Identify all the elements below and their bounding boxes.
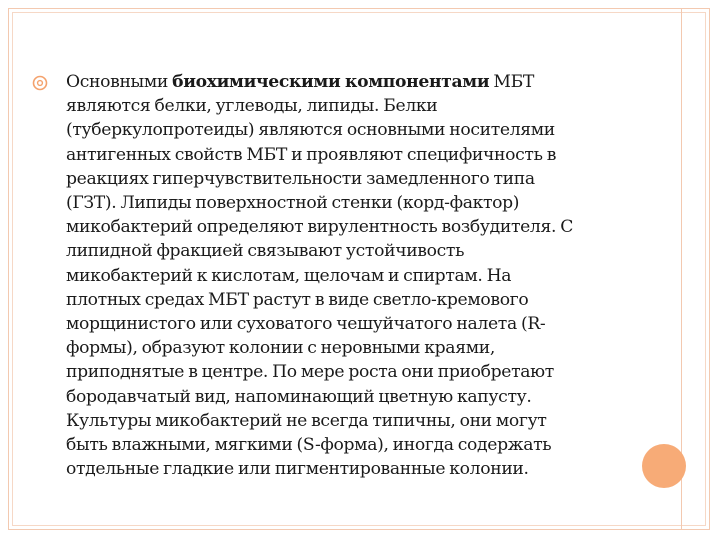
decorative-orange-circle	[642, 444, 686, 488]
text-line: реакциях гиперчувствительности замедленного типа	[66, 168, 535, 189]
text-line: являются белки, углеводы, липиды. Белки	[66, 96, 438, 117]
text-line: отдельные гладкие или пигментированные колонии.	[66, 459, 529, 480]
text-line: Основными биохимическими компонентами МБТ	[66, 72, 535, 92]
bold-phrase: биохимическими компонентами	[172, 72, 490, 92]
text-line: быть влажными, мягкими (S-форма), иногда содержать	[66, 435, 552, 456]
text-line: микобактерий определяют вирулентность возбудителя. С	[66, 217, 574, 238]
text-line: формы), образуют колонии с неровными краями,	[66, 338, 495, 359]
text-line: плотных средах МБТ растут в виде светло-кремового	[66, 289, 529, 310]
slide-body-text	[66, 70, 676, 481]
text-line: приподнятые в центре. По мере роста они приобретают	[66, 362, 554, 383]
text-line: (туберкулопротеиды) являются основными носителями	[66, 120, 555, 141]
text-line: микобактерий к кислотам, щелочам и спиртам. На	[66, 265, 512, 286]
text-line: антигенных свойств МБТ и проявляют специфичность в	[66, 144, 557, 165]
text-line: Культуры микобактерий не всегда типичны, они могут	[66, 410, 547, 431]
frame-vertical-line	[681, 9, 682, 529]
circle-bullet-icon	[31, 74, 49, 92]
text-line: морщинистого или суховатого чешуйчатого налета (R-	[66, 314, 546, 335]
text-line: бородавчатый вид, напоминающий цветную капусту.	[66, 386, 532, 407]
text-line: липидной фракцией связывают устойчивость	[66, 241, 465, 262]
text-line: (ГЗТ). Липиды поверхностной стенки (корд-фактор)	[66, 193, 520, 214]
